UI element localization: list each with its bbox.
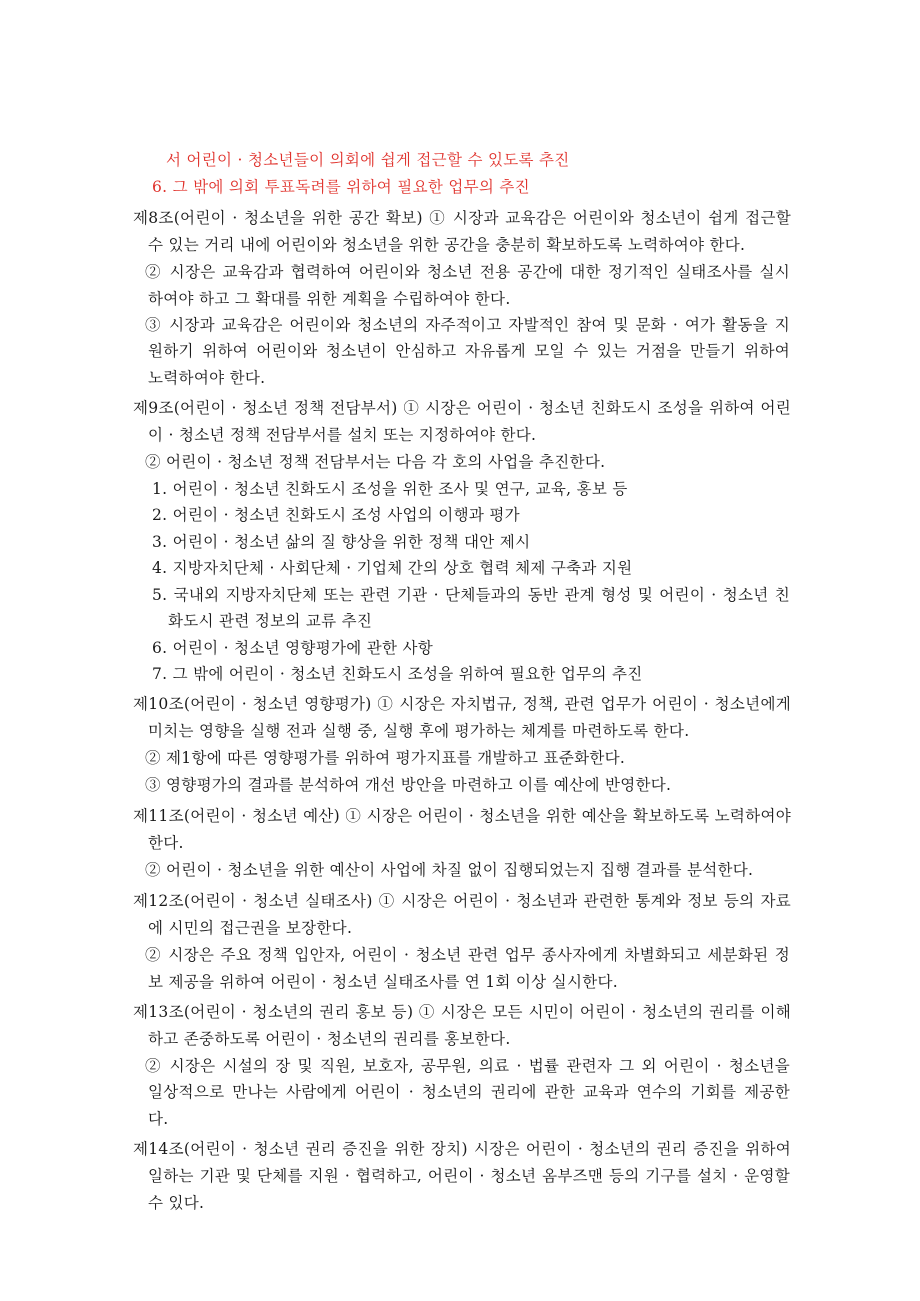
article-9-item-1: 1. 어린이 · 청소년 친화도시 조성을 위한 조사 및 연구, 교육, 홍보 등 [152,480,628,498]
article-13-text: 하고 존중하도록 어린이 · 청소년의 권리를 홍보한다. [148,1030,511,1048]
article-9-item-2: 2. 어린이 · 청소년 친화도시 조성 사업의 이행과 평가 [152,506,520,524]
article-14-end: 수 있다. [148,1194,205,1212]
article-9-item-6: 6. 어린이 · 청소년 영향평가에 관한 사항 [152,639,434,657]
article-8-para-2-cont: 하여야 하고 그 확대를 위한 계획을 수립하여야 한다. [148,290,511,308]
article-8-heading: 제8조(어린이 · 청소년을 위한 공간 확보) ① 시장과 교육감은 어린이와 청소년이 쉽게 접근할 [133,209,791,227]
article-11-heading: 제11조(어린이 · 청소년 예산) ① 시장은 어린이 · 청소년을 위한 예산을 확보하도록 노력하여야 [133,807,791,825]
article-9-item-4: 4. 지방자치단체 · 사회단체 · 기업체 간의 상호 협력 체제 구축과 지원 [152,559,633,577]
article-11-para-2: ② 어린이 · 청소년을 위한 예산이 사업에 차질 없이 집행되었는지 집행 결과를 분석한다. [145,861,754,879]
article-14-text: 일하는 기관 및 단체를 지원 · 협력하고, 어린이 · 청소년 옴부즈맨 등의 기구를 설치 · 운영할 [148,1167,790,1185]
list-item-6-council: 6. 그 밖에 의회 투표독려를 위하여 필요한 업무의 추진 [152,178,530,196]
article-9-item-3: 3. 어린이 · 청소년 삶의 질 향상을 위한 정책 대안 제시 [152,533,531,551]
article-9-text: 이 · 청소년 정책 전담부서를 설치 또는 지정하여야 한다. [148,426,537,444]
article-9-para-2: ② 어린이 · 청소년 정책 전담부서는 다음 각 호의 사업을 추진한다. [145,453,606,471]
article-10-text: 미치는 영향을 실행 전과 실행 중, 실행 후에 평가하는 체계를 마련하도록 한다. [148,722,690,740]
article-10-heading: 제10조(어린이 · 청소년 영향평가) ① 시장은 자치법규, 정책, 관련 업무가 어린이 · 청소년에게 [133,695,791,713]
article-10-para-3: ③ 영향평가의 결과를 분석하여 개선 방안을 마련하고 이를 예산에 반영한다. [145,776,672,794]
article-8-para-3-end: 노력하여야 한다. [148,369,266,387]
article-12-para-2: ② 시장은 주요 정책 입안자, 어린이 · 청소년 관련 업무 종사자에게 차별화되고 세분화된 정 [145,946,790,964]
article-13-para-2: ② 시장은 시설의 장 및 직원, 보호자, 공무원, 의료 · 법률 관련자 그 외 어린이 · 청소년을 [145,1057,790,1075]
article-14-heading: 제14조(어린이 · 청소년 권리 증진을 위한 장치) 시장은 어린이 · 청소년의 권리 증진을 위하여 [133,1140,791,1158]
article-13-para-2-cont: 일상적으로 만나는 사람에게 어린이 · 청소년의 권리에 관한 교육과 연수의 기회를 제공한 [148,1083,790,1101]
article-9-item-5-cont: 화도시 관련 정보의 교류 추진 [168,612,373,630]
article-10-para-2: ② 제1항에 따른 영향평가를 위하여 평가지표를 개발하고 표준화한다. [145,749,626,767]
article-11-text: 한다. [148,834,184,852]
article-13-heading: 제13조(어린이 · 청소년의 권리 홍보 등) ① 시장은 모든 시민이 어린이 · 청소년의 권리를 이해 [133,1003,791,1021]
article-9-heading: 제9조(어린이 · 청소년 정책 전담부서) ① 시장은 어린이 · 청소년 친화도시 조성을 위하여 어린 [133,399,791,417]
article-8-para-2: ② 시장은 교육감과 협력하여 어린이와 청소년 전용 공간에 대한 정기적인 실태조사를 실시 [145,263,790,281]
continuation-line: 서 어린이 · 청소년들이 의회에 쉽게 접근할 수 있도록 추진 [166,151,570,169]
article-13-para-2-end: 다. [148,1110,169,1128]
article-8-para-3: ③ 시장과 교육감은 어린이와 청소년의 자주적이고 자발적인 참여 및 문화 · 여가 활동을 지 [145,316,790,334]
article-8-text: 수 있는 거리 내에 어린이와 청소년을 위한 공간을 충분히 확보하도록 노력하여야 한다. [148,236,746,254]
article-9-item-5: 5. 국내외 지방자치단체 또는 관련 기관 · 단체들과의 동반 관계 형성 및 어린이 · 청소년 친 [152,586,791,604]
article-8-para-3-cont: 원하기 위하여 어린이와 청소년이 안심하고 자유롭게 모일 수 있는 거점을 만들기 위하여 [148,342,790,360]
article-12-heading: 제12조(어린이 · 청소년 실태조사) ① 시장은 어린이 · 청소년과 관련한 통계와 정보 등의 자료 [133,892,791,910]
article-9-item-7: 7. 그 밖에 어린이 · 청소년 친화도시 조성을 위하여 필요한 업무의 추진 [152,665,643,683]
article-12-para-2-cont: 보 제공을 위하여 어린이 · 청소년 실태조사를 연 1회 이상 실시한다. [148,973,618,991]
article-12-text: 에 시민의 접근권을 보장한다. [148,919,353,937]
